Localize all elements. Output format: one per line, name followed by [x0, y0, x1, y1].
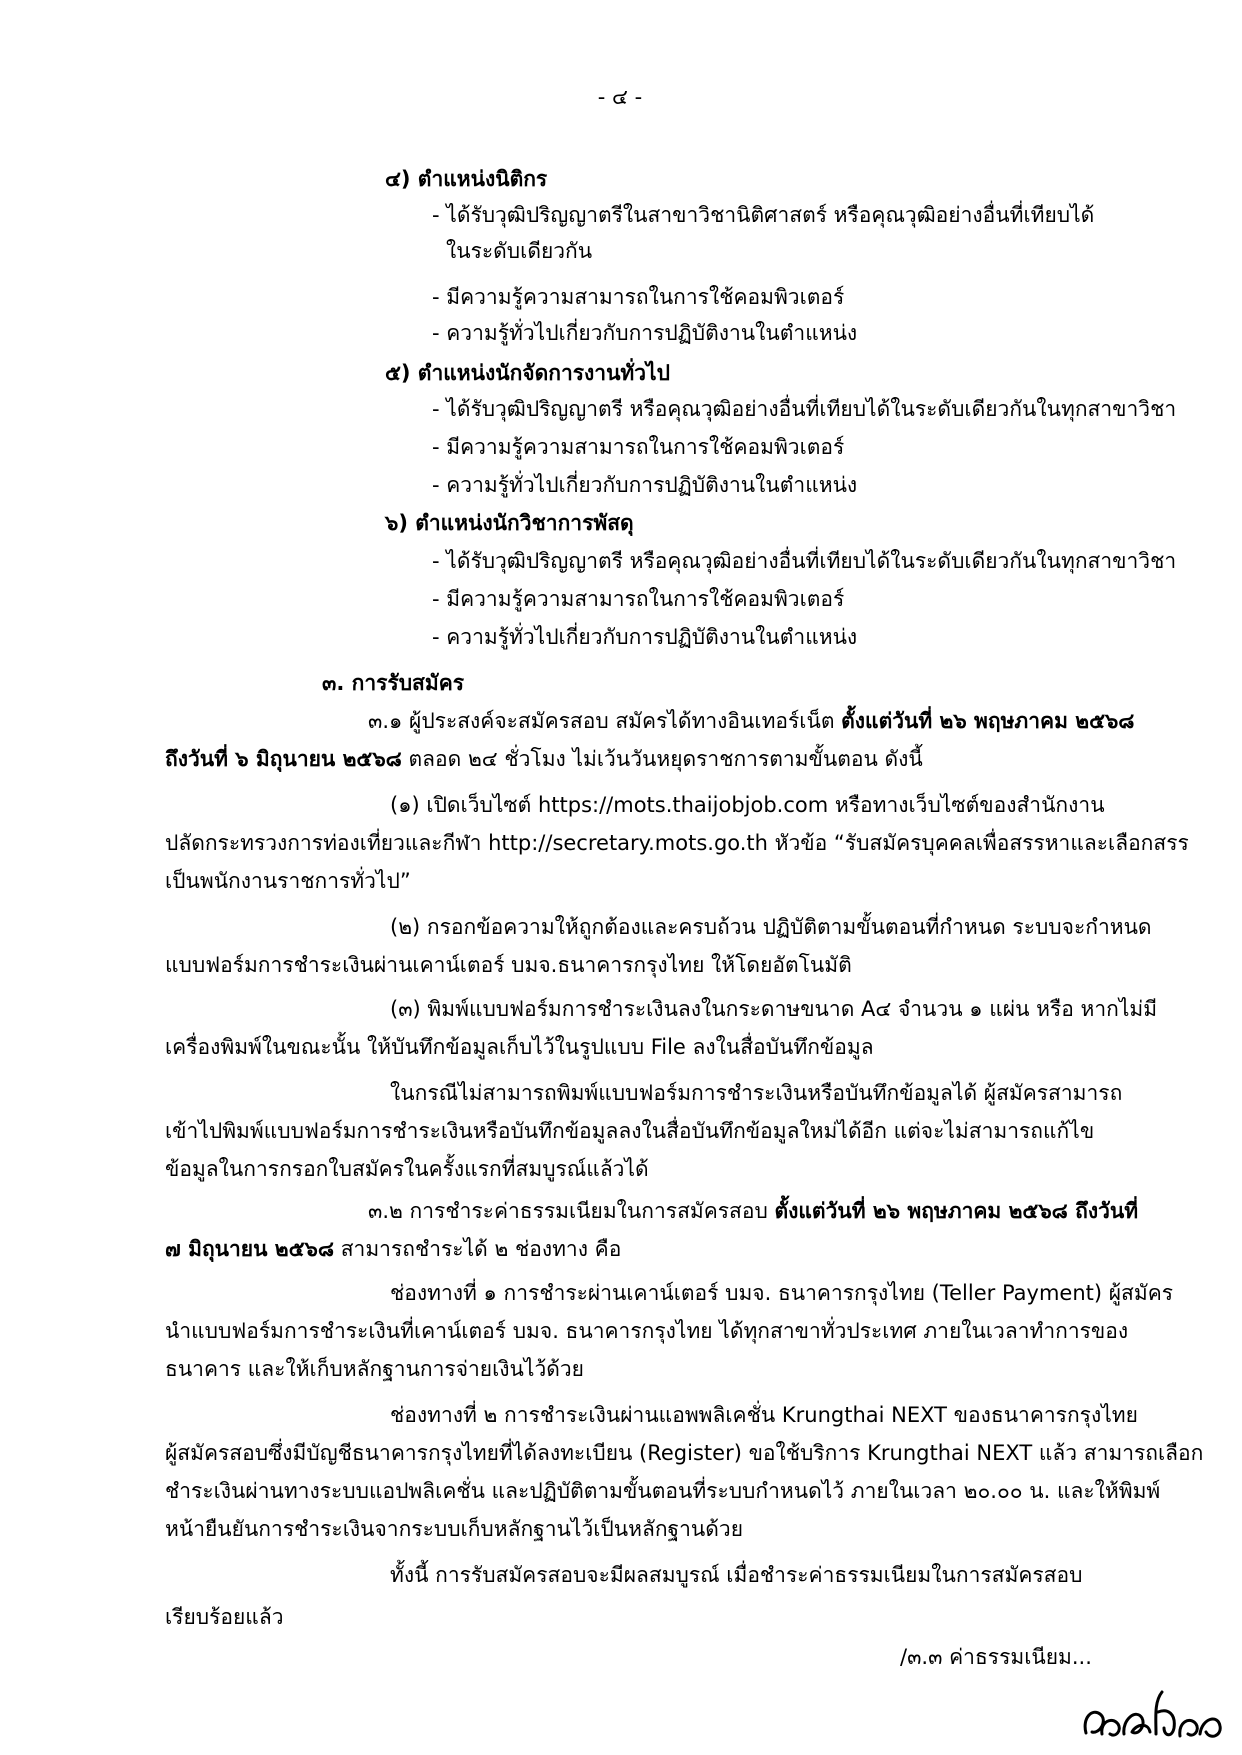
channel-1-line: นำแบบฟอร์มการชำระเงินที่เคาน์เตอร์ บมจ. ธนาคารกรุงไทย ได้ทุกสาขาทั่วประเทศ ภายในเวลาทำการของ [165, 1319, 1129, 1343]
note-line: ข้อมูลในการกรอกใบสมัครในครั้งแรกที่สมบูรณ์แล้วได้ [165, 1157, 649, 1181]
step-1-line: (๑) เปิดเว็บไซต์ https://mots.thaijobjob.com หรือทางเว็บไซต์ของสำนักงาน [390, 793, 1105, 817]
position-item: - มีความรู้ความสามารถในการใช้คอมพิวเตอร์ [432, 435, 845, 459]
channel-1-line: ช่องทางที่ ๑ การชำระผ่านเคาน์เตอร์ บมจ. ธนาคารกรุงไทย (Teller Payment) ผู้สมัคร [390, 1281, 1174, 1305]
paragraph-3-1-line: ๓.๑ ผู้ประสงค์จะสมัครสอบ สมัครได้ทางอินเทอร์เน็ต ตั้งแต่วันที่ ๒๖ พฤษภาคม ๒๕๖๘ [368, 709, 1135, 733]
paragraph-3-2-line: ๓.๒ การชำระค่าธรรมเนียมในการสมัครสอบ ตั้งแต่วันที่ ๒๖ พฤษภาคม ๒๕๖๘ ถึงวันที่ [368, 1199, 1139, 1223]
position-heading-general-admin: ๕) ตำแหน่งนักจัดการงานทั่วไป [385, 361, 670, 385]
continuation-note: /๓.๓ ค่าธรรมเนียม... [900, 1645, 1092, 1669]
page-number: - ๔ - [597, 85, 643, 109]
step-3-line: (๓) พิมพ์แบบฟอร์มการชำระเงินลงในกระดาษขนาด A๔ จำนวน ๑ แผ่น หรือ หากไม่มี [390, 997, 1158, 1021]
position-item: - ความรู้ทั่วไปเกี่ยวกับการปฏิบัติงานในตำแหน่ง [432, 625, 858, 649]
position-item: - มีความรู้ความสามารถในการใช้คอมพิวเตอร์ [432, 587, 845, 611]
channel-2-line: ชำระเงินผ่านทางระบบแอปพลิเคชั่น และปฏิบัติตามขั้นตอนที่ระบบกำหนดไว้ ภายในเวลา ๒๐.๐๐ น. และให้พิมพ์ [165, 1479, 1161, 1503]
note-line: ในกรณีไม่สามารถพิมพ์แบบฟอร์มการชำระเงินหรือบันทึกข้อมูลได้ ผู้สมัครสามารถ [390, 1081, 1123, 1105]
position-item: - ได้รับวุฒิปริญญาตรีในสาขาวิชานิติศาสตร์ หรือคุณวุฒิอย่างอื่นที่เทียบได้ [432, 203, 1095, 227]
closing-line: เรียบร้อยแล้ว [165, 1605, 284, 1629]
section-heading: ๓. การรับสมัคร [322, 671, 465, 695]
step-2-line: (๒) กรอกข้อความให้ถูกต้องและครบถ้วน ปฏิบัติตามขั้นตอนที่กำหนด ระบบจะกำหนด [390, 915, 1152, 939]
step-1-line: ปลัดกระทรวงการท่องเที่ยวและกีฬา http://secretary.mots.go.th หัวข้อ “รับสมัครบุคคลเพื่อสรรหาและเลือกสรร [165, 831, 1189, 855]
closing-line: ทั้งนี้ การรับสมัครสอบจะมีผลสมบูรณ์ เมื่อชำระค่าธรรมเนียมในการสมัครสอบ [390, 1563, 1083, 1587]
position-item: - ได้รับวุฒิปริญญาตรี หรือคุณวุฒิอย่างอื่นที่เทียบได้ในระดับเดียวกันในทุกสาขาวิชา [432, 397, 1177, 421]
channel-2-line: หน้ายืนยันการชำระเงินจากระบบเก็บหลักฐานไว้เป็นหลักฐานด้วย [165, 1517, 744, 1541]
step-2-line: แบบฟอร์มการชำระเงินผ่านเคาน์เตอร์ บมจ.ธนาคารกรุงไทย ให้โดยอัตโนมัติ [165, 953, 852, 977]
note-line: เข้าไปพิมพ์แบบฟอร์มการชำระเงินหรือบันทึกข้อมูลลงในสื่อบันทึกข้อมูลใหม่ได้อีก แต่จะไม่สามารถแก้ไข [165, 1119, 1095, 1143]
step-1-line: เป็นพนักงานราชการทั่วไป” [165, 869, 411, 893]
channel-2-line: ผู้สมัครสอบซึ่งมีบัญชีธนาคารกรุงไทยที่ได้ลงทะเบียน (Register) ขอใช้บริการ Krungthai NEXT แล้ว สามารถเลือก [165, 1441, 1204, 1465]
paragraph-3-2-line: ๗ มิถุนายน ๒๕๖๘ สามารถชำระได้ ๒ ช่องทาง คือ [165, 1237, 622, 1261]
position-item: - มีความรู้ความสามารถในการใช้คอมพิวเตอร์ [432, 285, 845, 309]
channel-1-line: ธนาคาร และให้เก็บหลักฐานการจ่ายเงินไว้ด้วย [165, 1357, 584, 1381]
position-item: - ความรู้ทั่วไปเกี่ยวกับการปฏิบัติงานในตำแหน่ง [432, 473, 858, 497]
position-item: - ความรู้ทั่วไปเกี่ยวกับการปฏิบัติงานในตำแหน่ง [432, 321, 858, 345]
position-heading-legal: ๔) ตำแหน่งนิติกร [385, 167, 548, 191]
position-heading-procurement: ๖) ตำแหน่งนักวิชาการพัสดุ [385, 511, 634, 535]
handwritten-signature [1078, 1678, 1226, 1748]
position-item: ในระดับเดียวกัน [446, 239, 593, 263]
step-3-line: เครื่องพิมพ์ในขณะนั้น ให้บันทึกข้อมูลเก็บไว้ในรูปแบบ File ลงในสื่อบันทึกข้อมูล [165, 1035, 874, 1059]
channel-2-line: ช่องทางที่ ๒ การชำระเงินผ่านแอพพลิเคชั่น Krungthai NEXT ของธนาคารกรุงไทย [390, 1403, 1138, 1427]
position-item: - ได้รับวุฒิปริญญาตรี หรือคุณวุฒิอย่างอื่นที่เทียบได้ในระดับเดียวกันในทุกสาขาวิชา [432, 549, 1177, 573]
paragraph-3-1-line: ถึงวันที่ ๖ มิถุนายน ๒๕๖๘ ตลอด ๒๔ ชั่วโมง ไม่เว้นวันหยุดราชการตามขั้นตอน ดังนี้ [165, 747, 923, 771]
